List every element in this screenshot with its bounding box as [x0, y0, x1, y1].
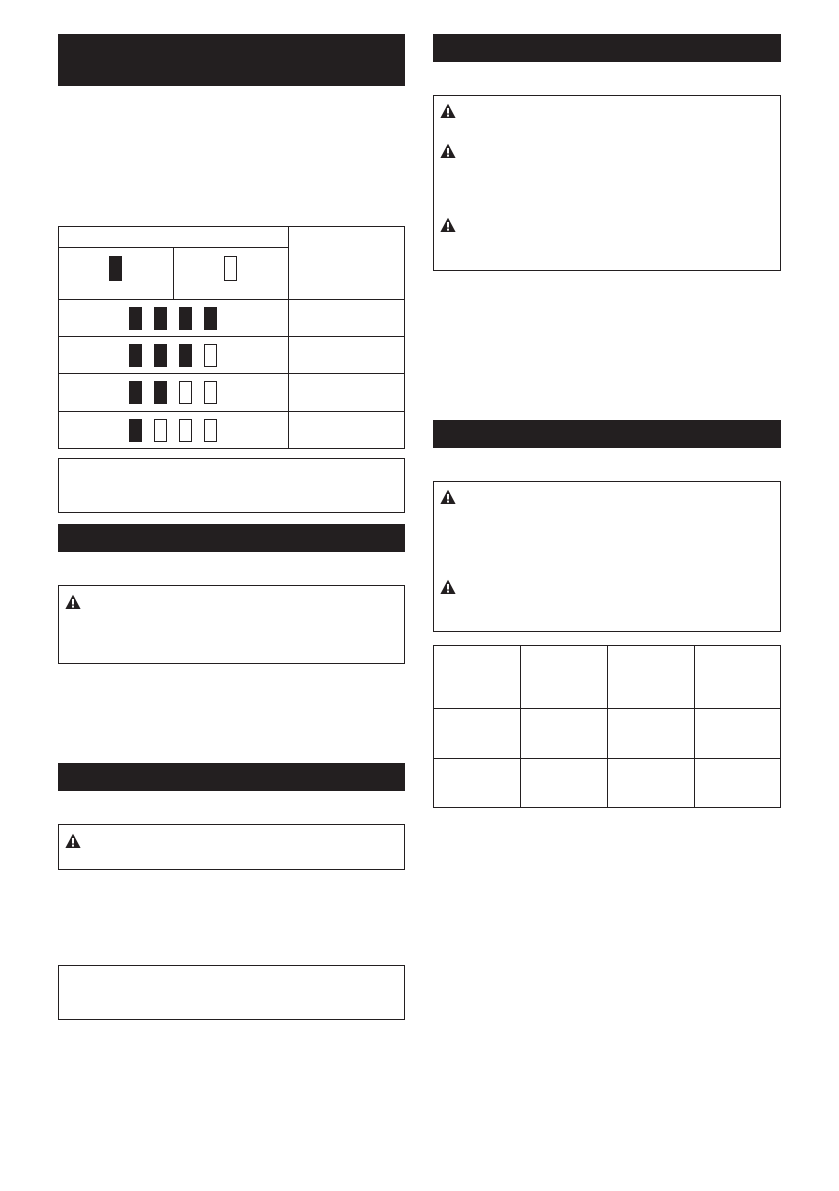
lit-lamp — [154, 381, 167, 404]
lit-lamp — [154, 307, 167, 330]
lit-lamp — [129, 419, 142, 442]
lit-lamp — [129, 381, 142, 404]
section-heading-bar-2 — [58, 524, 405, 552]
warning-triangle-icon — [440, 103, 456, 119]
warning-triangle-icon — [440, 489, 456, 505]
warning-triangle-icon — [65, 594, 81, 610]
section-heading-bar-1 — [58, 34, 405, 86]
unlit-lamp — [204, 419, 217, 442]
section-heading-bar-3 — [58, 763, 405, 791]
warning-triangle-icon — [65, 833, 81, 849]
warning-box-3 — [433, 95, 781, 271]
section-heading-bar-4 — [433, 34, 781, 62]
lit-lamp — [204, 307, 217, 330]
battery-indicator-table — [58, 226, 405, 449]
unlit-lamp — [204, 344, 217, 367]
note-box-1 — [58, 458, 405, 513]
unlit-lamp — [179, 419, 192, 442]
legend-lit-lamp — [109, 256, 122, 281]
note-box-2 — [58, 965, 405, 1020]
unlit-lamp — [204, 381, 217, 404]
lit-lamp — [179, 344, 192, 367]
warning-triangle-icon — [440, 143, 456, 159]
warning-box-4 — [433, 481, 781, 632]
unlit-lamp — [179, 381, 192, 404]
warning-triangle-icon — [440, 579, 456, 595]
lit-lamp — [129, 344, 142, 367]
lit-lamp — [179, 307, 192, 330]
warning-triangle-icon — [440, 217, 456, 233]
lit-lamp — [129, 307, 142, 330]
warning-box-1 — [58, 585, 405, 664]
spec-table — [433, 645, 781, 808]
spec-table-grid — [433, 645, 781, 808]
legend-unlit-lamp — [224, 256, 237, 281]
unlit-lamp — [154, 419, 167, 442]
lit-lamp — [154, 344, 167, 367]
section-heading-bar-5 — [433, 420, 781, 448]
warning-box-2 — [58, 824, 405, 870]
